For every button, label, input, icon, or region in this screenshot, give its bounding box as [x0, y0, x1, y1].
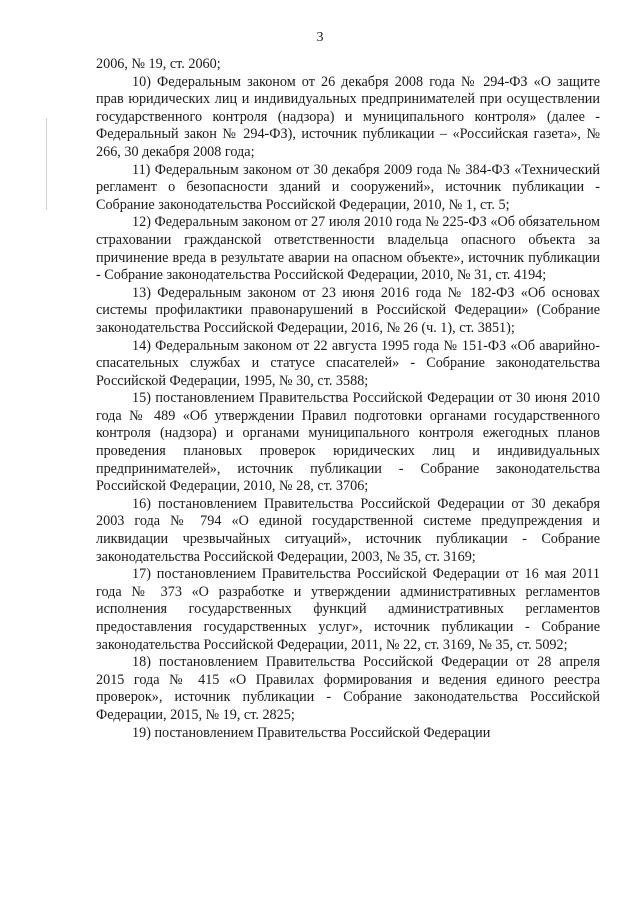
page-number: 3 [316, 30, 324, 45]
paragraph-continuation: 2006, № 19, ст. 2060; [96, 56, 221, 72]
list-item-14: 14) Федеральным законом от 22 августа 1995 года № 151-ФЗ «Об аварийно-спасательных службах и статусе спасателей» - Собрание законодательства Российской Федерации, 1995, № 30, ст. 3588; [96, 337, 600, 389]
list-item-18: 18) постановлением Правительства Российской Федерации от 28 апреля 2015 года № 415 «О Правилах формирования и ведения единого реестра проверок», источник публикации - Собрание законодательства Российской Федерации, 2015, № 19, ст. 2825; [96, 654, 600, 723]
list-item-16: 16) постановлением Правительства Российской Федерации от 30 декабря 2003 года № 794 «О единой государственной системе предупреждения и ликвидации чрезвычайных ситуаций», источник публикации - Собрание законодательства Российской Федерации, 2003, № 35, ст. 3169; [96, 495, 600, 565]
scan-margin-mark [46, 118, 47, 210]
list-item-11: 11) Федеральным законом от 30 декабря 2009 года № 384-ФЗ «Технический регламент о безопасности зданий и сооружений», источник публикации - Собрание законодательства Российской Федерации, 2010, № 1, ст. 5; [96, 161, 600, 213]
list-item-15: 15) постановлением Правительства Российской Федерации от 30 июня 2010 года № 489 «Об утверждении Правил подготовки органами государственного контроля (надзора) и органами муниципального контроля ежегодных планов проведения плановых проверок юридических лиц и индивидуальных предпринимателей», источник публикации - Собрание законодательства Российской Федерации, 2010, № 28, ст. 3706; [96, 390, 600, 495]
list-item-12: 12) Федеральным законом от 27 июля 2010 года № 225-ФЗ «Об обязательном страховании гражданской ответственности владельца опасного объекта за причинение вреда в результате аварии на опасном объекте», источник публикации - Собрание законодательства Российской Федерации, 2010, № 31, ст. 4194; [96, 214, 600, 284]
list-item-17: 17) постановлением Правительства Российской Федерации от 16 мая 2011 года № 373 «О разработке и утверждении административных регламентов исполнения государственных функций административных регламентов предоставления государственных услуг», источник публикации - Собрание законодательства Российской Федерации, 2011, № 22, ст. 3169, № 35, ст. 5092; [96, 566, 600, 653]
list-item-13: 13) Федеральным законом от 23 июня 2016 года № 182-ФЗ «Об основах системы профилактики правонарушений в Российской Федерации» (Собрание законодательства Российской Федерации, 2016, № 26 (ч. 1), ст. 3851); [96, 284, 600, 336]
list-item-10: 10) Федеральным законом от 26 декабря 2008 года № 294-ФЗ «О защите прав юридических лиц и индивидуальных предпринимателей при осуществлении государственного контроля (надзора) и муниципального контроля» (далее - Федеральный закон № 294-ФЗ), источник публикации – «Российская газета», № 266, 30 декабря 2008 года; [96, 73, 600, 160]
document-body [96, 56, 600, 742]
list-item-19: 19) постановлением Правительства Российской Федерации [132, 724, 491, 741]
